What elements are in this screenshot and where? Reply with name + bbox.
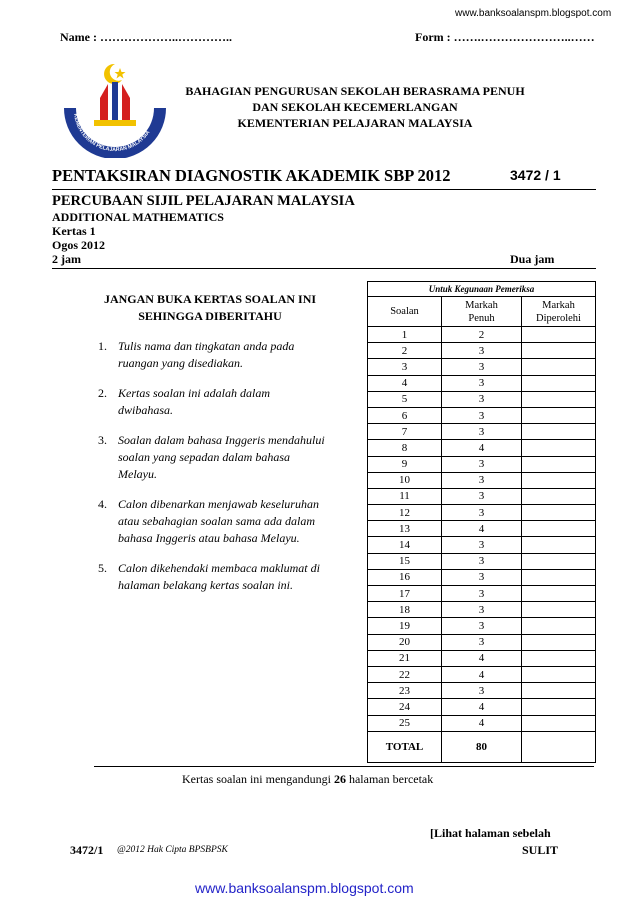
obtained-line-2: Diperolehi [536, 312, 581, 324]
score-row [368, 553, 596, 569]
col-header-question: Soalan [368, 297, 442, 327]
question-number: 22 [368, 666, 442, 682]
marks-obtained-cell[interactable] [522, 715, 596, 731]
subject-name: ADDITIONAL MATHEMATICS [52, 210, 224, 224]
question-number: 19 [368, 618, 442, 634]
marks-obtained-cell[interactable] [522, 602, 596, 618]
marks-obtained-cell[interactable] [522, 456, 596, 472]
full-marks: 3 [442, 407, 522, 423]
score-table-caption: Untuk Kegunaan Pemeriksa [368, 282, 596, 297]
warning-notice [80, 291, 340, 325]
full-marks: 4 [442, 715, 522, 731]
score-row [368, 683, 596, 699]
score-row [368, 456, 596, 472]
question-number: 15 [368, 553, 442, 569]
marks-obtained-cell[interactable] [522, 699, 596, 715]
full-marks: 3 [442, 424, 522, 440]
instruction-item [98, 560, 328, 594]
full-marks: 3 [442, 537, 522, 553]
page-count-prefix: Kertas soalan ini mengandungi [182, 772, 331, 786]
exam-title: PENTAKSIRAN DIAGNOSTIK AKADEMIK SBP 2012 [52, 166, 451, 185]
torch-pillar-icon [112, 82, 118, 126]
footer-copyright: @2012 Hak Cipta BPSBPSK [117, 845, 228, 855]
full-marks: 3 [442, 472, 522, 488]
site-url-top: www.banksoalanspm.blogspot.com [455, 8, 612, 19]
score-row [368, 488, 596, 504]
footer-paper-code: 3472/1 [70, 843, 104, 857]
marks-obtained-cell[interactable] [522, 488, 596, 504]
paper-number: Kertas 1 [52, 224, 96, 238]
marks-obtained-cell[interactable] [522, 553, 596, 569]
instruction-text: Calon dibenarkan menjawab keseluruhan atau sebahagian soalan sama ada dalam bahasa Inggeris atau bahasa Melayu. [118, 497, 319, 545]
full-marks: 3 [442, 602, 522, 618]
question-number: 17 [368, 586, 442, 602]
warning-line-2: SEHINGGA DIBERITAHU [138, 309, 282, 323]
full-marks: 3 [442, 456, 522, 472]
score-row [368, 666, 596, 682]
score-row [368, 634, 596, 650]
question-number: 14 [368, 537, 442, 553]
marks-obtained-cell[interactable] [522, 683, 596, 699]
question-number: 2 [368, 343, 442, 359]
question-number: 1 [368, 327, 442, 343]
instruction-item [98, 432, 328, 483]
full-marks: 2 [442, 327, 522, 343]
total-value: 80 [442, 731, 522, 762]
total-label: TOTAL [368, 731, 442, 762]
score-row [368, 537, 596, 553]
question-number: 12 [368, 505, 442, 521]
classification-label: SULIT [522, 843, 559, 857]
score-row [368, 569, 596, 585]
score-row [368, 521, 596, 537]
instruction-item [98, 338, 328, 372]
instruction-number: 3. [98, 433, 107, 447]
score-row [368, 715, 596, 731]
question-number: 16 [368, 569, 442, 585]
question-number: 7 [368, 424, 442, 440]
score-row [368, 699, 596, 715]
full-marks: 3 [442, 343, 522, 359]
marks-obtained-cell[interactable] [522, 375, 596, 391]
marks-obtained-cell[interactable] [522, 505, 596, 521]
score-row [368, 618, 596, 634]
total-obtained-cell[interactable] [522, 731, 596, 762]
question-number: 5 [368, 391, 442, 407]
examiner-score-table [367, 281, 596, 763]
question-number: 25 [368, 715, 442, 731]
exam-duration-words: Dua jam [510, 252, 555, 266]
logo-arc-text: KEMENTERIAN PELAJARAN MALAYSIA [72, 113, 152, 154]
question-number: 20 [368, 634, 442, 650]
marks-obtained-cell[interactable] [522, 391, 596, 407]
paper-code: 3472 / 1 [510, 167, 561, 183]
marks-obtained-cell[interactable] [522, 359, 596, 375]
book-base-icon [94, 120, 136, 126]
score-row [368, 472, 596, 488]
left-flame-icon [100, 84, 108, 126]
full-marks: 3 [442, 359, 522, 375]
marks-obtained-cell[interactable] [522, 666, 596, 682]
question-number: 13 [368, 521, 442, 537]
instruction-number: 5. [98, 561, 107, 575]
full-marks: 4 [442, 666, 522, 682]
marks-obtained-cell[interactable] [522, 407, 596, 423]
marks-obtained-cell[interactable] [522, 327, 596, 343]
full-marks: 3 [442, 586, 522, 602]
page-count-suffix: halaman bercetak [348, 772, 434, 786]
marks-obtained-cell[interactable] [522, 650, 596, 666]
agency-line-2: DAN SEKOLAH KECEMERLANGAN [252, 100, 458, 114]
full-marks: 3 [442, 618, 522, 634]
full-marks: 4 [442, 699, 522, 715]
score-row [368, 586, 596, 602]
full-marks: 3 [442, 488, 522, 504]
instruction-text: Soalan dalam bahasa Inggeris mendahului soalan yang sepadan dalam bahasa Melayu. [118, 433, 325, 481]
divider-top [52, 189, 596, 190]
full-marks: 3 [442, 683, 522, 699]
exam-subtitle: PERCUBAAN SIJIL PELAJARAN MALAYSIA [52, 193, 355, 209]
question-number: 24 [368, 699, 442, 715]
instruction-number: 2. [98, 386, 107, 400]
marks-obtained-cell[interactable] [522, 521, 596, 537]
full-marks-line-2: Penuh [468, 312, 495, 324]
score-row [368, 359, 596, 375]
instruction-number: 4. [98, 497, 107, 511]
instruction-item [98, 385, 328, 419]
score-row [368, 602, 596, 618]
full-marks: 3 [442, 505, 522, 521]
marks-obtained-cell[interactable] [522, 424, 596, 440]
instruction-number: 1. [98, 339, 107, 353]
divider-bottom [94, 766, 594, 767]
right-flame-icon [122, 84, 130, 126]
star-icon [115, 68, 126, 79]
score-row [368, 375, 596, 391]
score-row [368, 407, 596, 423]
score-row [368, 424, 596, 440]
marks-obtained-cell[interactable] [522, 586, 596, 602]
marks-obtained-cell[interactable] [522, 472, 596, 488]
full-marks-line-1: Markah [465, 299, 498, 311]
score-row [368, 391, 596, 407]
marks-obtained-cell[interactable] [522, 634, 596, 650]
obtained-line-1: Markah [542, 299, 575, 311]
question-number: 6 [368, 407, 442, 423]
instructions-list [98, 338, 328, 607]
question-number: 9 [368, 456, 442, 472]
divider-middle [52, 268, 596, 269]
score-table-body [368, 327, 596, 732]
instruction-text: Kertas soalan ini adalah dalam dwibahasa. [118, 386, 271, 417]
name-field-label: Name : ………………..………….. [60, 30, 232, 44]
site-url-bottom[interactable]: www.banksoalanspm.blogspot.com [195, 880, 414, 896]
instruction-text: Calon dikehendaki membaca maklumat di halaman belakang kertas soalan ini. [118, 561, 320, 592]
score-row [368, 327, 596, 343]
next-page-note: [Lihat halaman sebelah [430, 826, 551, 840]
exam-date: Ogos 2012 [52, 238, 106, 252]
question-number: 21 [368, 650, 442, 666]
col-header-full-marks [442, 297, 522, 327]
agency-line-1: BAHAGIAN PENGURUSAN SEKOLAH BERASRAMA PENUH [185, 84, 525, 98]
warning-line-1: JANGAN BUKA KERTAS SOALAN INI [103, 292, 317, 306]
question-number: 8 [368, 440, 442, 456]
score-row [368, 343, 596, 359]
full-marks: 4 [442, 650, 522, 666]
total-row [368, 731, 596, 762]
question-number: 4 [368, 375, 442, 391]
question-number: 3 [368, 359, 442, 375]
marks-obtained-cell[interactable] [522, 440, 596, 456]
full-marks: 3 [442, 391, 522, 407]
question-number: 10 [368, 472, 442, 488]
full-marks: 3 [442, 553, 522, 569]
page-count-note [182, 772, 433, 787]
marks-obtained-cell[interactable] [522, 618, 596, 634]
instruction-item [98, 496, 328, 547]
full-marks: 3 [442, 375, 522, 391]
full-marks: 4 [442, 521, 522, 537]
marks-obtained-cell[interactable] [522, 569, 596, 585]
full-marks: 3 [442, 634, 522, 650]
score-row [368, 505, 596, 521]
exam-duration: 2 jam [52, 252, 81, 266]
marks-obtained-cell[interactable] [522, 537, 596, 553]
score-row [368, 440, 596, 456]
score-row [368, 650, 596, 666]
question-number: 18 [368, 602, 442, 618]
agency-line-3: KEMENTERIAN PELAJARAN MALAYSIA [237, 116, 473, 130]
instruction-text: Tulis nama dan tingkatan anda pada ruangan yang disediakan. [118, 339, 295, 370]
marks-obtained-cell[interactable] [522, 343, 596, 359]
col-header-marks-obtained [522, 297, 596, 327]
question-number: 23 [368, 683, 442, 699]
question-number: 11 [368, 488, 442, 504]
page-count-number: 26 [333, 772, 346, 786]
full-marks: 3 [442, 569, 522, 585]
form-field-label: Form : …….…………………..…… [415, 30, 595, 44]
full-marks: 4 [442, 440, 522, 456]
